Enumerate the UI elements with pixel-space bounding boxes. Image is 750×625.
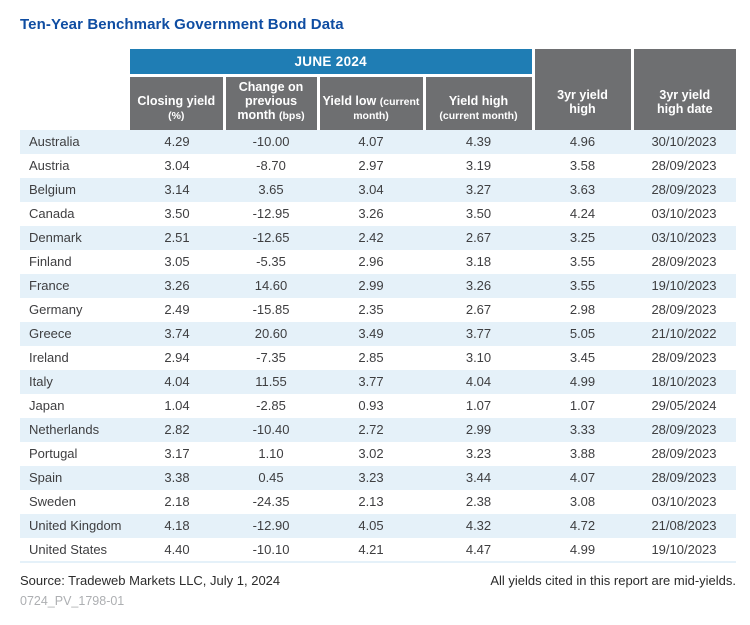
- table-row: [20, 346, 736, 370]
- value-cell: -24.35: [252, 494, 290, 510]
- value-cell: 2.67: [465, 230, 492, 246]
- column-header-closing-yield: [130, 75, 224, 130]
- column-header-label: Closing yield: [137, 93, 216, 108]
- value-cell: 3.49: [358, 326, 384, 342]
- value-cell: 4.99: [569, 374, 596, 390]
- value-cell: -10.00: [252, 134, 290, 150]
- value-cell: 3.23: [465, 446, 492, 462]
- page-title: Ten-Year Benchmark Government Bond Data: [20, 16, 344, 33]
- value-cell: 28/09/2023: [651, 470, 717, 486]
- country-cell: Australia: [29, 134, 80, 150]
- table-row: [20, 298, 736, 322]
- table-row: [20, 154, 736, 178]
- value-cell: 3.02: [358, 446, 384, 462]
- value-cell: 4.40: [164, 541, 190, 557]
- value-cell: 11.55: [255, 374, 287, 390]
- value-cell: 4.04: [465, 374, 492, 390]
- table-row: [20, 514, 736, 538]
- value-cell: 3.58: [569, 158, 596, 174]
- value-cell: -5.35: [256, 254, 286, 270]
- value-cell: -2.85: [256, 398, 286, 414]
- column-header-unit: (bps): [279, 110, 305, 123]
- column-header-3yr-yield-high-date: [632, 49, 736, 130]
- value-cell: 4.07: [358, 134, 384, 150]
- value-cell: 3.50: [164, 206, 190, 222]
- value-cell: 3.25: [569, 230, 596, 246]
- value-cell: -15.85: [252, 302, 290, 318]
- value-cell: 19/10/2023: [651, 278, 717, 294]
- value-cell: -12.90: [252, 518, 290, 534]
- value-cell: 3.74: [164, 326, 190, 342]
- value-cell: -7.35: [256, 350, 286, 366]
- value-cell: 4.99: [569, 541, 596, 557]
- value-cell: -8.70: [256, 158, 286, 174]
- table-row: [20, 466, 736, 490]
- value-cell: 1.04: [164, 398, 190, 414]
- value-cell: 2.49: [164, 302, 190, 318]
- column-header-change-on-previous-month: [224, 75, 318, 130]
- country-cell: Italy: [29, 374, 53, 390]
- table-body: [20, 130, 736, 562]
- value-cell: 28/09/2023: [651, 350, 717, 366]
- value-cell: 3.26: [358, 206, 384, 222]
- value-cell: 3.26: [465, 278, 492, 294]
- header-spacer: [20, 75, 130, 130]
- value-cell: 2.51: [164, 230, 190, 246]
- value-cell: 30/10/2023: [651, 134, 717, 150]
- value-cell: 03/10/2023: [651, 206, 717, 222]
- footer: [20, 573, 736, 588]
- column-header-yield-low: [318, 75, 424, 130]
- value-cell: 14.60: [254, 278, 288, 294]
- country-cell: Ireland: [29, 350, 69, 366]
- value-cell: 3.18: [465, 254, 492, 270]
- country-cell: Finland: [29, 254, 72, 270]
- value-cell: 0.93: [358, 398, 384, 414]
- value-cell: 3.38: [164, 470, 190, 486]
- country-cell: Canada: [29, 206, 75, 222]
- table-row: [20, 178, 736, 202]
- country-cell: Japan: [29, 398, 65, 414]
- value-cell: 3.10: [465, 350, 492, 366]
- value-cell: 18/10/2023: [651, 374, 717, 390]
- value-cell: 4.96: [569, 134, 596, 150]
- value-cell: 3.33: [569, 422, 596, 438]
- column-header-unit: (%): [168, 110, 185, 123]
- value-cell: 4.24: [569, 206, 596, 222]
- value-cell: 2.35: [358, 302, 384, 318]
- value-cell: 4.29: [164, 134, 190, 150]
- value-cell: 2.13: [358, 494, 384, 510]
- value-cell: 1.07: [569, 398, 596, 414]
- value-cell: 3.23: [358, 470, 384, 486]
- value-cell: 3.50: [465, 206, 492, 222]
- column-header-3yr-yield-high: [533, 49, 632, 130]
- value-cell: 3.77: [465, 326, 492, 342]
- value-cell: 3.55: [569, 254, 596, 270]
- value-cell: 4.47: [465, 541, 492, 557]
- value-cell: 28/09/2023: [651, 446, 717, 462]
- table-row: [20, 490, 736, 514]
- country-cell: Portugal: [29, 446, 78, 462]
- table-row: [20, 274, 736, 298]
- value-cell: 2.72: [358, 422, 384, 438]
- value-cell: 2.42: [358, 230, 384, 246]
- column-header-label: 3yr yield high date: [656, 87, 713, 117]
- value-cell: 2.98: [569, 302, 596, 318]
- month-band-row: [20, 49, 736, 75]
- table-row: [20, 226, 736, 250]
- value-cell: -12.95: [252, 206, 290, 222]
- value-cell: 3.08: [569, 494, 596, 510]
- value-cell: 2.99: [465, 422, 492, 438]
- value-cell: 2.99: [358, 278, 384, 294]
- value-cell: 5.05: [569, 326, 596, 342]
- value-cell: 3.17: [164, 446, 190, 462]
- country-cell: Spain: [29, 470, 63, 486]
- value-cell: 28/09/2023: [651, 422, 717, 438]
- country-cell: Sweden: [29, 494, 76, 510]
- table-row: [20, 538, 736, 562]
- source-note: Source: Tradeweb Markets LLC, July 1, 2024: [20, 572, 281, 588]
- column-header-unit: (current month): [353, 95, 420, 123]
- country-cell: Denmark: [29, 230, 82, 246]
- country-cell: Germany: [29, 302, 83, 318]
- value-cell: 3.65: [258, 182, 284, 198]
- table-row: [20, 418, 736, 442]
- value-cell: 4.21: [358, 541, 384, 557]
- value-cell: 1.10: [258, 446, 284, 462]
- table-row: [20, 322, 736, 346]
- value-cell: 3.04: [164, 158, 190, 174]
- mid-yields-note: All yields cited in this report are mid-yields.: [490, 572, 736, 588]
- value-cell: 4.04: [164, 374, 190, 390]
- table-row: [20, 130, 736, 154]
- value-cell: 3.63: [569, 182, 596, 198]
- country-cell: Austria: [29, 158, 70, 174]
- country-cell: Greece: [29, 326, 72, 342]
- value-cell: 3.14: [164, 182, 190, 198]
- value-cell: 4.39: [465, 134, 492, 150]
- value-cell: 4.18: [164, 518, 190, 534]
- value-cell: 4.72: [569, 518, 596, 534]
- country-cell: Netherlands: [29, 422, 100, 438]
- header-spacer: [20, 49, 130, 75]
- month-band: JUNE 2024: [130, 49, 533, 75]
- value-cell: 3.04: [358, 182, 384, 198]
- value-cell: 03/10/2023: [651, 230, 717, 246]
- column-header-label: Change on previous month: [237, 79, 304, 123]
- value-cell: 2.67: [465, 302, 492, 318]
- value-cell: 3.44: [465, 470, 492, 486]
- value-cell: 1.07: [465, 398, 492, 414]
- value-cell: 03/10/2023: [651, 494, 717, 510]
- value-cell: 3.19: [465, 158, 492, 174]
- table-row: [20, 394, 736, 418]
- value-cell: 4.32: [465, 518, 492, 534]
- table-row: [20, 202, 736, 226]
- value-cell: 19/10/2023: [651, 541, 717, 557]
- value-cell: 28/09/2023: [651, 182, 717, 198]
- country-cell: United States: [29, 541, 108, 557]
- value-cell: 28/09/2023: [651, 254, 717, 270]
- value-cell: 2.18: [164, 494, 190, 510]
- value-cell: -10.40: [252, 422, 290, 438]
- value-cell: 3.05: [164, 254, 190, 270]
- value-cell: 21/10/2022: [651, 326, 717, 342]
- value-cell: 3.77: [358, 374, 384, 390]
- column-header-label: Yield high: [448, 93, 509, 108]
- value-cell: 2.82: [164, 422, 190, 438]
- value-cell: 2.97: [358, 158, 384, 174]
- table-row: [20, 250, 736, 274]
- table-header: [20, 49, 736, 130]
- column-header-unit: (current month): [439, 110, 518, 123]
- bond-data-table: [20, 49, 736, 563]
- value-cell: 2.38: [465, 494, 492, 510]
- value-cell: 20.60: [254, 326, 288, 342]
- country-cell: France: [29, 278, 70, 294]
- column-header-yield-high: [424, 75, 533, 130]
- column-header-label: Yield low: [322, 93, 377, 108]
- value-cell: 2.94: [164, 350, 190, 366]
- value-cell: 3.55: [569, 278, 596, 294]
- value-cell: 29/05/2024: [651, 398, 717, 414]
- value-cell: 0.45: [258, 470, 284, 486]
- value-cell: -12.65: [252, 230, 290, 246]
- table-row: [20, 442, 736, 466]
- value-cell: -10.10: [252, 541, 290, 557]
- table-row: [20, 370, 736, 394]
- value-cell: 4.07: [569, 470, 596, 486]
- country-cell: United Kingdom: [29, 518, 122, 534]
- value-cell: 3.27: [465, 182, 492, 198]
- document-id: 0724_PV_1798-01: [20, 593, 125, 608]
- value-cell: 3.26: [164, 278, 190, 294]
- country-cell: Belgium: [29, 182, 76, 198]
- value-cell: 3.88: [569, 446, 596, 462]
- value-cell: 4.05: [358, 518, 384, 534]
- value-cell: 21/08/2023: [651, 518, 717, 534]
- value-cell: 28/09/2023: [651, 302, 717, 318]
- value-cell: 2.96: [358, 254, 384, 270]
- column-header-label: 3yr yield high: [557, 87, 608, 117]
- value-cell: 2.85: [358, 350, 384, 366]
- value-cell: 3.45: [569, 350, 596, 366]
- value-cell: 28/09/2023: [651, 158, 717, 174]
